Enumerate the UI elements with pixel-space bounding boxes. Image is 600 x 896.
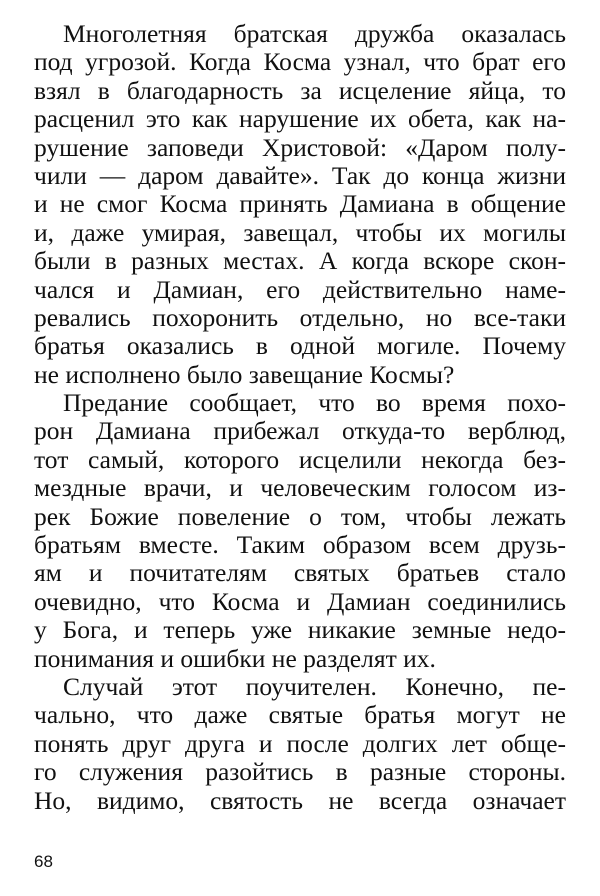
text-line: не исполнено было завещание Космы? — [34, 360, 455, 389]
text-line: рушение заповеди Христовой: «Даром полу- — [34, 133, 566, 162]
paragraph-3 — [34, 673, 566, 815]
text-line: го служения разойтись в разные стороны. — [34, 758, 566, 787]
paragraph-1 — [34, 20, 566, 389]
text-line: расценил это как нарушение их обета, как на- — [34, 105, 566, 134]
text-line: братьям вместе. Таким образом всем друзь- — [34, 531, 566, 560]
text-line: ревались похоронить отдельно, но все-таки — [34, 303, 566, 332]
text-line: тот самый, которого исцелили некогда без- — [34, 445, 566, 474]
text-line: у Бога, и теперь уже никакие земные недо- — [34, 616, 566, 645]
text-line: и не смог Косма принять Дамиана в общение — [34, 190, 566, 219]
text-line: понимания и ошибки не разделят их. — [34, 644, 436, 673]
text-line: под угрозой. Когда Косма узнал, что брат его — [34, 48, 566, 77]
text-line: чили — даром давайте». Так до конца жизни — [34, 161, 566, 190]
text-line: чался и Дамиан, его действительно наме- — [34, 275, 566, 304]
paragraph-2 — [34, 389, 566, 673]
text-line: понять друг друга и после долгих лет обще- — [34, 729, 566, 758]
text-line: были в разных местах. А когда вскоре скон- — [34, 247, 566, 276]
text-line: Но, видимо, святость не всегда означает — [34, 786, 566, 815]
text-line: Случай этот поучителен. Конечно, пе- — [63, 672, 566, 701]
text-line: Многолетняя братская дружба оказалась — [63, 20, 566, 48]
text-line: Предание сообщает, что во время похо- — [63, 389, 566, 418]
text-line: братья оказались в одной могиле. Почему — [34, 332, 566, 361]
text-line: рон Дамиана прибежал откуда-то верблюд, — [34, 417, 566, 446]
text-line: мездные врачи, и человеческим голосом из- — [34, 474, 566, 503]
text-line: рек Божие повеление о том, чтобы лежать — [34, 502, 566, 531]
page-number: 68 — [34, 852, 53, 871]
text-line: ям и почитателям святых братьев стало — [34, 559, 566, 588]
text-line: чально, что даже святые братья могут не — [34, 701, 566, 730]
text-line: взял в благодарность за исцеление яйца, то — [34, 76, 566, 105]
text-line: и, даже умирая, завещал, чтобы их могилы — [34, 218, 566, 247]
text-line: очевидно, что Косма и Дамиан соединились — [34, 587, 566, 616]
page-text — [34, 20, 566, 815]
